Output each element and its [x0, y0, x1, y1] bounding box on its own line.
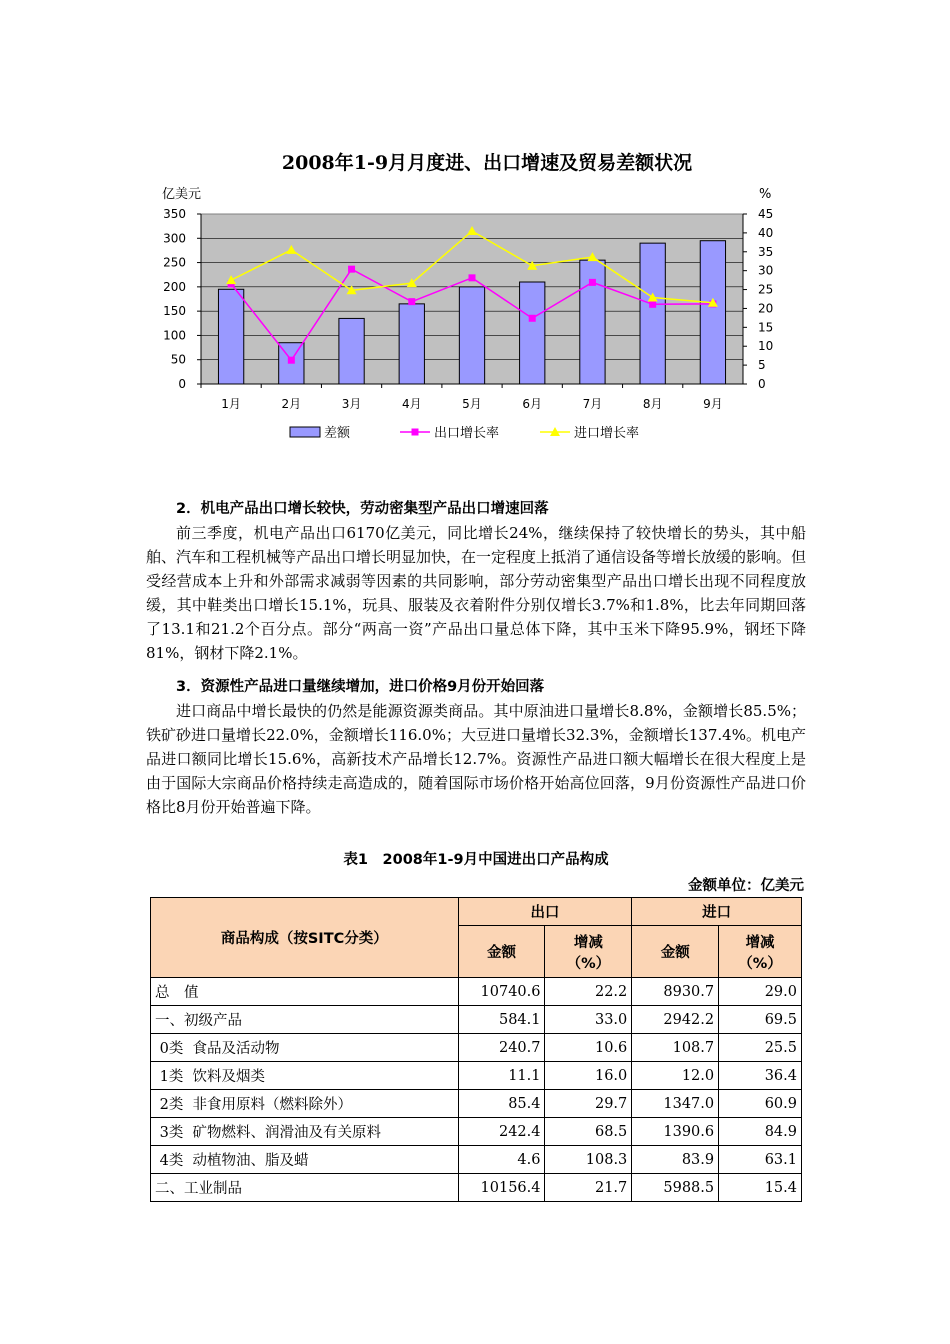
y-tick-label-left: 300 [163, 231, 186, 246]
header-export-change-unit: （%） [566, 955, 611, 972]
bar [218, 289, 243, 384]
y-tick-label-left: 100 [163, 328, 186, 343]
row-import-change: 63.1 [719, 1146, 802, 1174]
row-export-change: 33.0 [545, 1006, 632, 1034]
table-row [151, 1006, 802, 1034]
section-3-body: 进口商品中增长最快的仍然是能源资源类商品。其中原油进口量增长8.8%，金额增长85.5%；铁矿砂进口量增长22.0%，金额增长116.0%；大豆进口量增长32.3%，金额增长137.4%。机电产品进口额同比增长15.6%，高新技术产品增长12.7%。资源性产品进口额大幅增长在很大程度上是由于国际大宗商品价格持续走高造成的，随着国际市场价格开始高位回落，9月份资源性产品进口价格比8月份开始普遍下降。 [146, 702, 806, 816]
header-export-change-label: 增减 [573, 934, 603, 951]
row-import-change: 84.9 [719, 1118, 802, 1146]
x-tick-label: 7月 [582, 397, 603, 411]
row-export-change: 22.2 [545, 978, 632, 1006]
row-name: 一、初级产品 [151, 1006, 459, 1034]
table-row [151, 978, 802, 1006]
y-tick-label-right: 25 [758, 282, 774, 297]
section-2 [146, 497, 806, 665]
row-import-amount: 1347.0 [632, 1090, 719, 1118]
row-name: 3类 矿物燃料、润滑油及有关原料 [151, 1118, 459, 1146]
bar [520, 282, 545, 384]
row-export-amount: 11.1 [458, 1062, 545, 1090]
series-point [348, 266, 355, 273]
row-name: 1类 饮料及烟类 [151, 1062, 459, 1090]
row-import-change: 60.9 [719, 1090, 802, 1118]
legend-label: 出口增长率 [434, 426, 500, 441]
section-2-body: 前三季度，机电产品出口6170亿美元，同比增长24%，继续保持了较快增长的势头，其中船舶、汽车和工程机械等产品出口增长明显加快，在一定程度上抵消了通信设备等增长放缓的影响。但受经营成本上升和外部需求减弱等因素的共同影响，部分劳动密集型产品出口增长出现不同程度放缓，其中鞋类出口增长15.1%，玩具、服装及衣着附件分别仅增长3.7%和1.8%，比去年同期回落了13.1和21.2个百分点。部分“两高一资”产品出口量总体下降，其中玉米下降95.9%，钢坯下降81%，钢材下降2.1%。 [146, 524, 807, 662]
series-point [649, 301, 656, 308]
row-import-change: 29.0 [719, 978, 802, 1006]
row-import-amount: 83.9 [632, 1146, 719, 1174]
y-tick-label-right: 30 [758, 263, 774, 278]
row-import-change: 36.4 [719, 1062, 802, 1090]
y-tick-label-right: 10 [758, 339, 774, 354]
chart-ylabel-left: 亿美元 [162, 187, 202, 202]
series-point [589, 279, 596, 286]
header-import-change-unit: （%） [738, 955, 782, 972]
section-3-heading: 3．资源性产品进口量继续增加，进口价格9月份开始回落 [176, 679, 545, 695]
row-name: 4类 动植物油、脂及蜡 [151, 1146, 459, 1174]
row-import-amount: 5988.5 [632, 1174, 719, 1202]
y-tick-label-left: 50 [170, 352, 186, 367]
trade-chart-svg [148, 140, 802, 460]
bar [580, 260, 605, 384]
row-name: 总 值 [151, 978, 459, 1006]
section-2-heading: 2．机电产品出口增长较快，劳动密集型产品出口增速回落 [176, 501, 549, 517]
header-import: 进口 [632, 898, 802, 926]
y-tick-label-left: 250 [163, 255, 186, 270]
header-category: 商品构成（按SITC分类） [151, 898, 459, 978]
chart-title: 2008年1-9月月度进、出口增速及贸易差额状况 [281, 152, 693, 174]
table-row [151, 1090, 802, 1118]
row-import-change: 25.5 [719, 1034, 802, 1062]
row-export-amount: 240.7 [458, 1034, 545, 1062]
row-name: 2类 非食用原料（燃料除外） [151, 1090, 459, 1118]
header-export: 出口 [458, 898, 632, 926]
row-import-change: 69.5 [719, 1006, 802, 1034]
bar [339, 318, 364, 384]
table-title: 表1 2008年1-9月中国进出口产品构成 [343, 852, 609, 868]
row-import-amount: 2942.2 [632, 1006, 719, 1034]
y-tick-label-right: 5 [758, 358, 766, 373]
row-import-amount: 12.0 [632, 1062, 719, 1090]
row-export-amount: 584.1 [458, 1006, 545, 1034]
x-tick-label: 3月 [341, 397, 362, 411]
series-point [469, 274, 476, 281]
header-export-amount: 金额 [458, 926, 545, 978]
y-tick-label-right: 40 [758, 225, 774, 240]
table-row [151, 1146, 802, 1174]
series-point [408, 298, 415, 305]
header-import-change-label: 增减 [745, 934, 775, 951]
x-tick-label: 4月 [401, 397, 422, 411]
y-tick-label-right: 35 [758, 244, 774, 259]
row-export-amount: 10740.6 [458, 978, 545, 1006]
table-row [151, 1174, 802, 1202]
bar [459, 287, 484, 384]
y-tick-label-left: 200 [163, 279, 186, 294]
series-point [529, 315, 536, 322]
y-tick-label-left: 350 [163, 207, 186, 221]
table-row [151, 1118, 802, 1146]
row-export-change: 16.0 [545, 1062, 632, 1090]
legend-swatch [290, 427, 320, 437]
row-export-amount: 10156.4 [458, 1174, 545, 1202]
chart-ylabel-right: % [759, 187, 772, 202]
y-tick-label-left: 0 [178, 377, 186, 391]
x-tick-label: 2月 [281, 397, 302, 411]
bar [640, 243, 665, 384]
row-export-change: 68.5 [545, 1118, 632, 1146]
legend-label: 进口增长率 [574, 426, 640, 441]
x-tick-label: 8月 [642, 397, 663, 411]
row-export-change: 29.7 [545, 1090, 632, 1118]
row-export-amount: 85.4 [458, 1090, 545, 1118]
section-3 [146, 675, 806, 819]
table-row [151, 1034, 802, 1062]
table-unit: 金额单位：亿美元 [688, 878, 804, 894]
row-name: 0类 食品及活动物 [151, 1034, 459, 1062]
row-import-change: 15.4 [719, 1174, 802, 1202]
x-tick-label: 9月 [703, 397, 723, 411]
row-name: 二、工业制品 [151, 1174, 459, 1202]
x-tick-label: 6月 [522, 397, 543, 411]
row-export-amount: 4.6 [458, 1146, 545, 1174]
product-table [150, 897, 802, 1202]
y-tick-label-right: 20 [758, 301, 774, 316]
legend-label: 差额 [324, 426, 351, 441]
bar [700, 241, 725, 384]
x-tick-label: 1月 [221, 397, 241, 411]
trade-chart [148, 140, 802, 460]
row-export-amount: 242.4 [458, 1118, 545, 1146]
bar [399, 304, 424, 384]
row-export-change: 10.6 [545, 1034, 632, 1062]
y-tick-label-right: 0 [758, 377, 766, 391]
legend-marker [412, 429, 419, 436]
y-tick-label-left: 150 [163, 304, 186, 319]
header-import-amount: 金额 [632, 926, 719, 978]
table-row [151, 1062, 802, 1090]
y-tick-label-right: 15 [758, 320, 774, 335]
x-tick-label: 5月 [462, 397, 482, 411]
y-tick-label-right: 45 [758, 207, 774, 221]
series-point [288, 357, 295, 364]
row-import-amount: 1390.6 [632, 1118, 719, 1146]
row-import-amount: 108.7 [632, 1034, 719, 1062]
row-export-change: 21.7 [545, 1174, 632, 1202]
header-export-change [545, 926, 632, 978]
row-export-change: 108.3 [545, 1146, 632, 1174]
row-import-amount: 8930.7 [632, 978, 719, 1006]
header-import-change [719, 926, 802, 978]
